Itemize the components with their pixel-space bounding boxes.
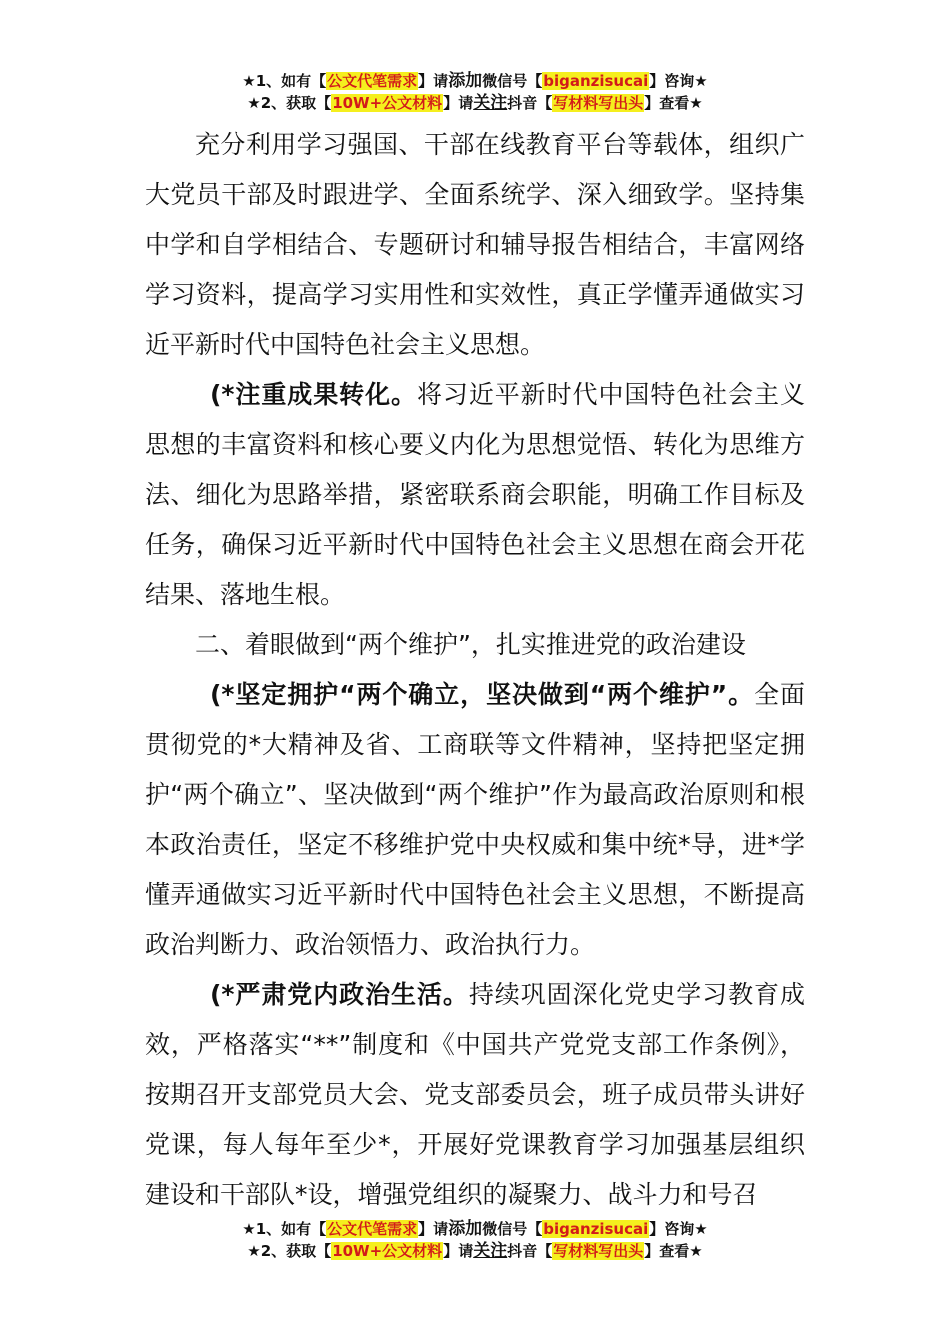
highlight-wechat-id: biganzisucai	[543, 1220, 649, 1238]
highlight-douyin: 写材料写出头	[553, 1242, 644, 1260]
highlight-douyin: 写材料写出头	[553, 94, 644, 112]
banner-line-1: ★1、如有【公文代笔需求】请添加微信号【biganzisucai】咨询★	[242, 1219, 708, 1239]
paragraph-3-body: 全面贯彻党的*大精神及省、工商联等文件精神，坚持把坚定拥护“两个确立”、坚决做到“两个维护”作为最高政治原则和根本政治责任，坚定不移维护党中央权威和集中统*导，进*学懂弄通做实习近平新时代中国特色社会主义思想，不断提高政治判断力、政治领悟力、政治执行力。	[145, 680, 805, 959]
highlight-materials: 10W+公文材料	[332, 1242, 443, 1260]
paragraph-4	[145, 970, 805, 1220]
paragraph-2-body: 将习近平新时代中国特色社会主义思想的丰富资料和核心要义内化为思想觉悟、转化为思维方法、细化为思路举措，紧密联系商会职能，明确工作目标及任务，确保习近平新时代中国特色社会主义思想在商会开花结果、落地生根。	[145, 380, 805, 609]
paragraph-3-lead: (*坚定拥护“两个确立，坚决做到“两个维护”。	[210, 680, 755, 709]
document-body	[145, 120, 805, 1220]
paragraph-2-lead: (*注重成果转化。	[210, 380, 417, 409]
highlight-materials: 10W+公文材料	[332, 94, 443, 112]
paragraph-4-body: 持续巩固深化党史学习教育成效，严格落实“**”制度和《中国共产党党支部工作条例》，按期召开支部党员大会、党支部委员会，班子成员带头讲好党课，每人每年至少*，开展好党课教育学习加强基层组织建设和干部队*设，增强党组织的凝聚力、战斗力和号召	[145, 980, 805, 1209]
banner-line-2: ★2、获取【10W+公文材料】请关注抖音【写材料写出头】查看★	[247, 1241, 703, 1261]
paragraph-1: 充分利用学习强国、干部在线教育平台等载体，组织广大党员干部及时跟进学、全面系统学、深入细致学。坚持集中学和自学相结合、专题研讨和辅导报告相结合，丰富网络学习资料，提高学习实用性和实效性，真正学懂弄通做实习近平新时代中国特色社会主义思想。	[145, 130, 805, 359]
section-heading: 二、着眼做到“两个维护”，扎实推进党的政治建设	[195, 630, 746, 659]
bottom-banner	[0, 1218, 950, 1262]
paragraph-3	[145, 670, 805, 970]
top-banner	[0, 70, 950, 114]
paragraph-4-lead: (*严肃党内政治生活。	[210, 980, 469, 1009]
highlight-service: 公文代笔需求	[327, 72, 418, 90]
banner-line-1: ★1、如有【公文代笔需求】请添加微信号【biganzisucai】咨询★	[242, 71, 708, 91]
banner-line-2: ★2、获取【10W+公文材料】请关注抖音【写材料写出头】查看★	[247, 93, 703, 113]
paragraph-2	[145, 370, 805, 620]
highlight-wechat-id: biganzisucai	[543, 72, 649, 90]
highlight-service: 公文代笔需求	[327, 1220, 418, 1238]
